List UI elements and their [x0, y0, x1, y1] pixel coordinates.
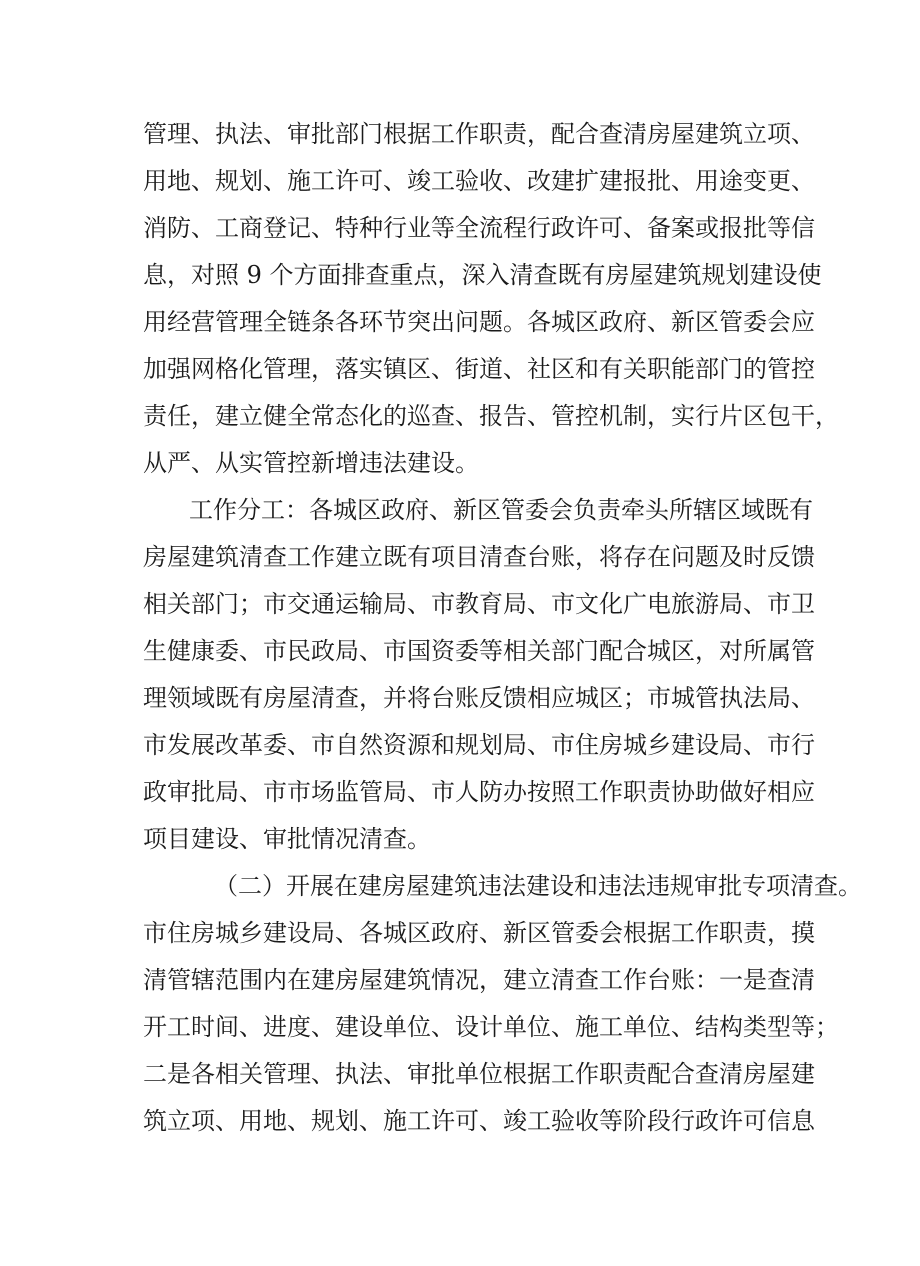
paragraph-1-line-6: 加强网格化管理，落实镇区、街道、社区和有关职能部门的管控 — [143, 355, 815, 383]
paragraph-2-line-4: 生健康委、市民政局、市国资委等相关部门配合城区，对所属管 — [143, 637, 815, 665]
paragraph-1-line-1: 管理、执法、审批部门根据工作职责，配合查清房屋建筑立项、 — [143, 120, 815, 148]
paragraph-2-line-2: 房屋建筑清查工作建立既有项目清查台账，将存在问题及时反馈 — [143, 543, 815, 571]
paragraph-3-line-2: 市住房城乡建设局、各城区政府、新区管委会根据工作职责，摸 — [143, 919, 815, 947]
paragraph-3-line-5: 二是各相关管理、执法、审批单位根据工作职责配合查清房屋建 — [143, 1060, 815, 1088]
paragraph-3-line-4: 开工时间、进度、建设单位、设计单位、施工单位、结构类型等； — [143, 1013, 839, 1041]
paragraph-2-line-5: 理领域既有房屋清查，并将台账反馈相应城区；市城管执法局、 — [143, 684, 815, 712]
paragraph-1-line-5: 用经营管理全链条各环节突出问题。各城区政府、新区管委会应 — [143, 308, 815, 336]
paragraph-1-line-3: 消防、工商登记、特种行业等全流程行政许可、备案或报批等信 — [143, 214, 815, 242]
paragraph-1-line-7: 责任，建立健全常态化的巡查、报告、管控机制，实行片区包干， — [143, 402, 839, 430]
paragraph-3-line-3: 清管辖范围内在建房屋建筑情况，建立清查工作台账：一是查清 — [143, 966, 815, 994]
paragraph-1-line-2: 用地、规划、施工许可、竣工验收、改建扩建报批、用途变更、 — [143, 167, 815, 195]
paragraph-2-line-8: 项目建设、审批情况清查。 — [143, 825, 431, 853]
paragraph-2-line-3: 相关部门；市交通运输局、市教育局、市文化广电旅游局、市卫 — [143, 590, 815, 618]
paragraph-3-line-6: 筑立项、用地、规划、施工许可、竣工验收等阶段行政许可信息 — [143, 1107, 815, 1135]
paragraph-1-line-4: 息，对照 9 个方面排查重点，深入清查既有房屋建筑规划建设使 — [143, 261, 822, 289]
paragraph-2-line-7: 政审批局、市市场监管局、市人防办按照工作职责协助做好相应 — [143, 778, 815, 806]
paragraph-3-line-1: （二）开展在建房屋建筑违法建设和违法违规审批专项清查。 — [214, 872, 862, 900]
paragraph-2-line-6: 市发展改革委、市自然资源和规划局、市住房城乡建设局、市行 — [143, 731, 815, 759]
paragraph-1-line-8: 从严、从实管控新增违法建设。 — [143, 449, 479, 477]
paragraph-2-line-1: 工作分工：各城区政府、新区管委会负责牵头所辖区域既有 — [189, 496, 813, 524]
